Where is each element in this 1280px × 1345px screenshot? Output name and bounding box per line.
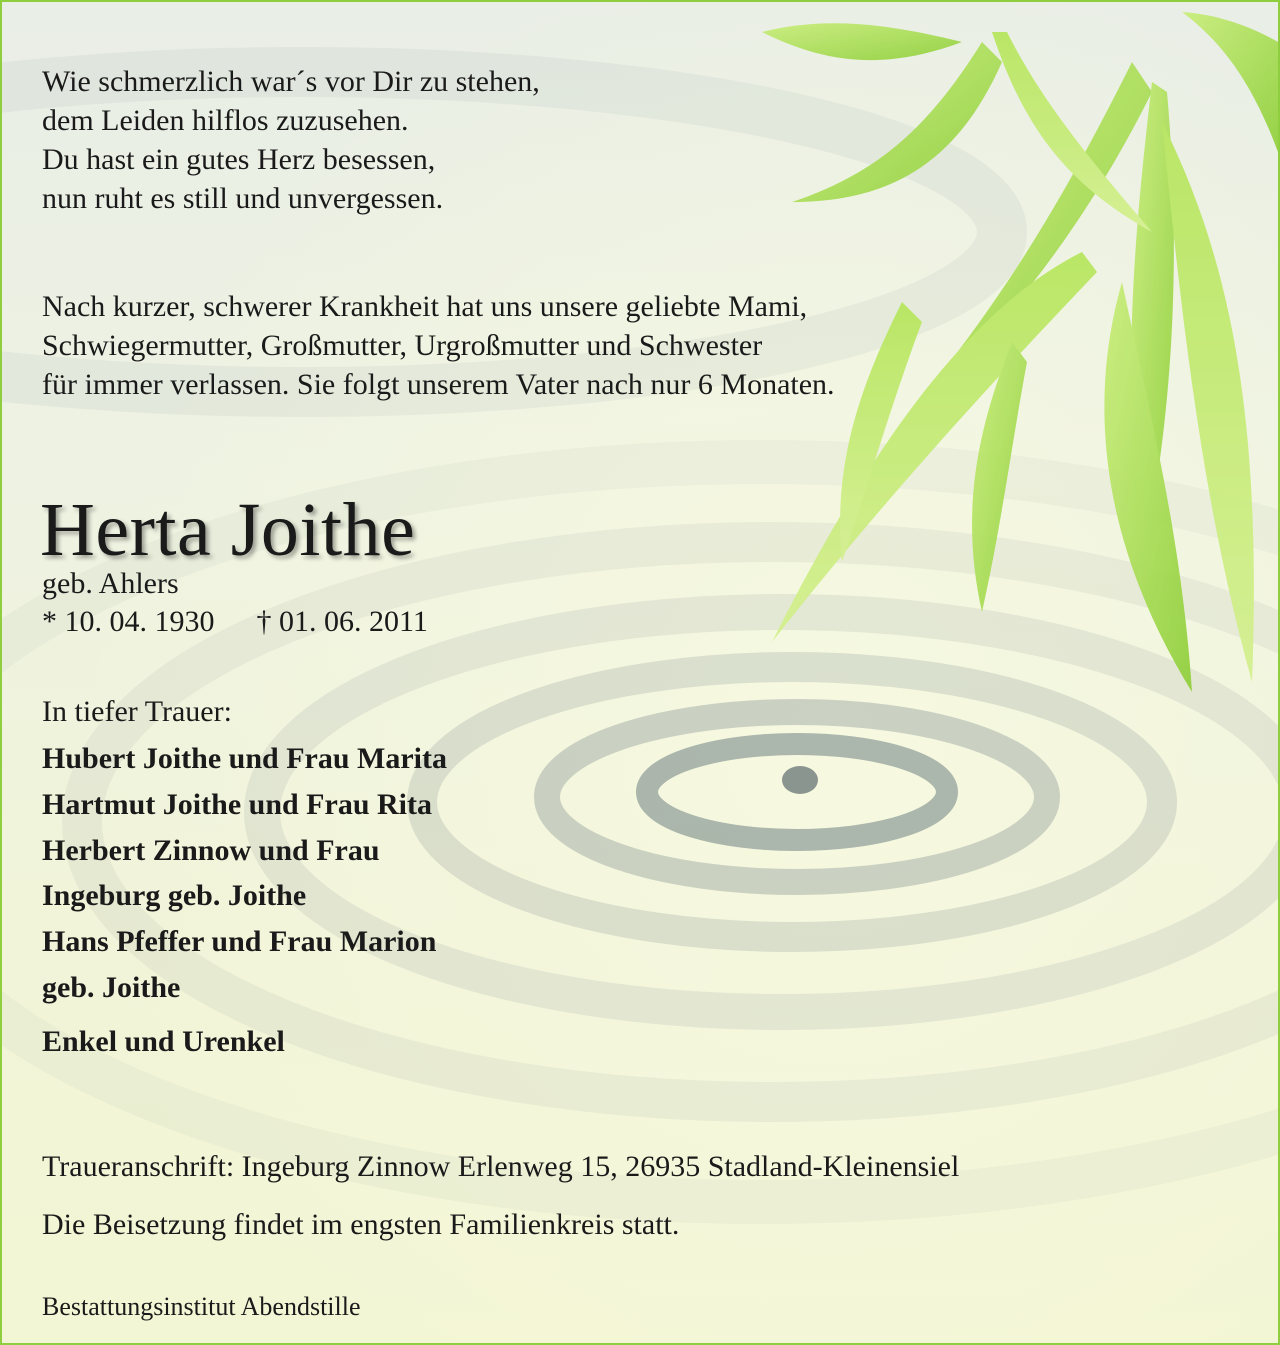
poem xyxy=(42,62,1242,218)
announcement-line: für immer verlassen. Sie folgt unserem Vater nach nur 6 Monaten. xyxy=(42,368,835,401)
announcement-text xyxy=(42,287,1242,404)
poem-line: nun ruht es still und unvergessen. xyxy=(42,182,444,215)
mourner-name-grandchildren: Enkel und Urenkel xyxy=(42,1024,285,1058)
mourner-name: Herbert Zinnow und Frau xyxy=(42,833,380,867)
announcement-line: Schwiegermutter, Großmutter, Urgroßmutter und Schwester xyxy=(42,329,763,362)
death-date: † 01. 06. 2011 xyxy=(256,605,428,638)
undertaker-name: Bestattungsinstitut Abendstille xyxy=(42,1291,361,1321)
birth-date: * 10. 04. 1930 xyxy=(42,605,215,638)
mourning-address: Traueranschrift: Ingeburg Zinnow Erlenweg 15, 26935 Stadland-Kleinensiel xyxy=(42,1149,960,1183)
mourner-name: Ingeburg geb. Joithe xyxy=(42,879,307,913)
mourner-name: Hartmut Joithe und Frau Rita xyxy=(42,787,432,821)
poem-line: dem Leiden hilflos zuzusehen. xyxy=(42,104,409,137)
life-dates xyxy=(42,602,1242,642)
deceased-name: Herta Joithe xyxy=(40,488,416,572)
mourner-name: Hans Pfeffer und Frau Marion xyxy=(42,925,437,959)
burial-note: Die Beisetzung findet im engsten Familienkreis statt. xyxy=(42,1207,680,1241)
mourner-name: geb. Joithe xyxy=(42,970,181,1004)
mourners-list xyxy=(42,736,1242,1065)
notice-content xyxy=(42,62,1242,1323)
poem-line: Wie schmerzlich war´s vor Dir zu stehen, xyxy=(42,65,540,98)
announcement-line: Nach kurzer, schwerer Krankheit hat uns unsere geliebte Mami, xyxy=(42,290,808,323)
poem-line: Du hast ein gutes Herz besessen, xyxy=(42,143,436,176)
maiden-name: geb. Ahlers xyxy=(42,567,179,600)
mourning-label: In tiefer Trauer: xyxy=(42,695,232,728)
mourner-name: Hubert Joithe und Frau Marita xyxy=(42,742,447,775)
